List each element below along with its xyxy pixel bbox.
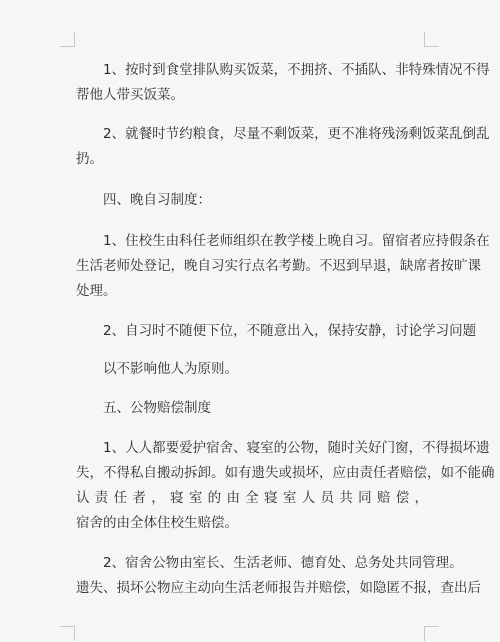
- text-line: 认责任者，寝室的由全寝室人员共同赔偿，: [76, 490, 428, 506]
- text-line: 扔。: [76, 151, 103, 167]
- text-line: 以不影响他人为原则。: [76, 361, 238, 377]
- text-line: 四、晚自习制度：: [76, 192, 211, 208]
- text-line: 2、宿舍公物由室长、生活老师、德育处、总务处共同管理。: [76, 555, 463, 571]
- paragraph-save-food: [76, 122, 490, 172]
- crop-mark-bottom-left: [60, 626, 75, 641]
- paragraph-property-rule-2: [76, 551, 481, 601]
- text-line: 失，不得私自搬动拆卸。如有遗失或损坏，应由责任者赔偿，如不能确: [76, 465, 495, 481]
- crop-mark-bottom-right: [424, 626, 439, 641]
- text-line-justified: [76, 486, 428, 511]
- text-line: 1、人人都要爱护宿舍、寝室的公物，随时关好门窗，不得损坏遗: [76, 440, 490, 456]
- heading-property-compensation: [76, 396, 428, 421]
- paragraph-evening-study-rule-2: [76, 319, 477, 344]
- text-line: 生活老师处登记，晚自习实行点名考勤。不迟到早退，缺席者按旷课: [76, 258, 481, 274]
- text-line: 2、就餐时节约粮食，尽量不剩饭菜，更不准将残汤剩饭菜乱倒乱: [76, 126, 490, 142]
- text-line: 五、公物赔偿制度: [76, 400, 211, 416]
- paragraph-evening-study-principle: [76, 357, 428, 382]
- paragraph-canteen-queue: [76, 58, 490, 108]
- text-line: 帮他人带买饭菜。: [76, 87, 184, 103]
- text-line: 宿舍的由全体住校生赔偿。: [76, 515, 238, 531]
- text-line: 处理。: [76, 283, 117, 299]
- crop-mark-top-left: [60, 32, 75, 47]
- heading-evening-study: [76, 188, 428, 213]
- text-line: 2、自习时不随便下位，不随意出入，保持安静，讨论学习问题: [76, 323, 477, 339]
- paragraph-evening-study-rule-1: [76, 229, 490, 304]
- text-line: 遗失、损坏公物应主动向生活老师报告并赔偿，如隐匿不报，查出后: [76, 580, 481, 596]
- crop-mark-top-right: [424, 32, 439, 47]
- text-line: 1、按时到食堂排队购买饭菜，不拥挤、不插队、非特殊情况不得: [76, 62, 490, 78]
- paragraph-property-rule-1: [76, 436, 495, 536]
- text-line: 1、住校生由科任老师组织在教学楼上晚自习。留宿者应持假条在: [76, 233, 490, 249]
